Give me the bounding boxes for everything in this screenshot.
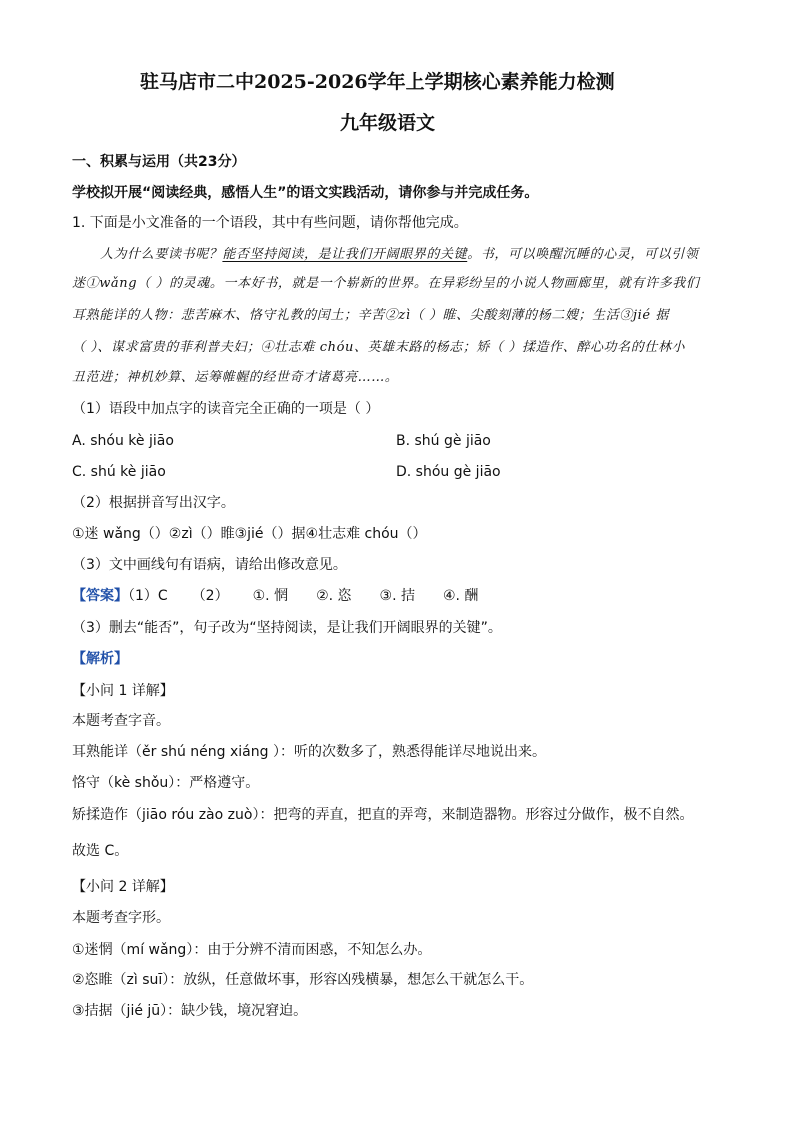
sub-question-3: （3）文中画线句有语病，请给出修改意见。 — [72, 557, 347, 573]
answer-2-label: （2） — [191, 588, 229, 604]
sub-question-1: （1）语段中加点字的读音完全正确的一项是（ ） — [72, 401, 380, 417]
passage-text: 。书，可以唤醒沉睡的心灵，可以引领 — [467, 247, 699, 262]
answer-2-item: ③. 拮 — [379, 588, 415, 604]
sub-question-2: （2）根据拼音写出汉字。 — [72, 495, 235, 511]
option-d: D. shóu gè jiāo — [396, 464, 501, 480]
answer-2-item: ①. 惘 — [252, 588, 289, 604]
task-instruction: 学校拟开展“阅读经典，感悟人生”的语文实践活动，请你参与并完成任务。 — [72, 185, 539, 201]
answer-3: （3）删去“能否”，句子改为“坚持阅读，是让我们开阔眼界的关键”。 — [72, 620, 502, 636]
question-1-intro: 1. 下面是小文准备的一个语段，其中有些问题，请你帮他完成。 — [72, 215, 468, 231]
detail-2-line: ③拮据（jié jū）：缺少钱，境况窘迫。 — [72, 1003, 308, 1019]
detail-1-line: 恪守（kè shǒu）：严格遵守。 — [72, 775, 260, 791]
answer-1: （1）C — [128, 588, 168, 604]
passage-line-2: 迷①wǎng（ ）的灵魂。一本好书，就是一个崭新的世界。在异彩纷呈的小说人物画廊里，就有许多我们 — [72, 276, 700, 291]
underlined-sentence: 能否坚持阅读，是让我们开阔眼界的关键 — [222, 247, 468, 262]
detail-1-line: 本题考查字音。 — [72, 713, 170, 729]
section-heading: 一、积累与运用（共23分） — [72, 154, 246, 170]
detail-1-line: 耳熟能详（ěr shú néng xiáng ）：听的次数多了，熟悉得能详尽地说出来。 — [72, 744, 546, 760]
analysis-tag: 【解析】 — [72, 651, 128, 667]
passage-text: 人为什么要读书呢？ — [100, 247, 223, 262]
answer-tag: 【答案】 — [72, 588, 128, 604]
page-subtitle: 九年级语文 — [340, 112, 436, 134]
detail-2-heading: 【小问 2 详解】 — [72, 879, 174, 895]
answer-line — [72, 586, 506, 606]
option-a: A. shóu kè jiāo — [72, 433, 174, 449]
passage-line-4: （ ）、谋求富贵的菲利普夫妇；④壮志难 chóu、英雄末路的杨志；矫（ ）揉造作、醉心功名的仕林小 — [72, 340, 686, 355]
sub-question-2-items: ①迷 wǎng（）②zì（）睢③jié（）据④壮志难 chóu（） — [72, 526, 427, 542]
page-title: 驻马店市二中2025-2026学年上学期核心素养能力检测 — [140, 71, 615, 93]
detail-1-line: 故选 C。 — [72, 843, 129, 859]
answer-2-item: ④. 酬 — [442, 588, 479, 604]
option-b: B. shú gè jiāo — [396, 433, 491, 449]
detail-2-line: ②恣睢（zì suī）：放纵，任意做坏事，形容凶残横暴，想怎么干就怎么干。 — [72, 972, 534, 988]
passage-line-3: 耳熟能详的人物：悲苦麻木、恪守礼教的闰土；辛苦②zì（ ）睢、尖酸刻薄的杨二嫂；生活③jié 据 — [72, 308, 669, 323]
option-c: C. shú kè jiāo — [72, 464, 166, 480]
detail-1-line: 矫揉造作（jiāo róu zào zuò）：把弯的弄直，把直的弄弯，来制造器物。形容过分做作，极不自然。 — [72, 807, 694, 823]
passage-line-5: 丑范进；神机妙算、运筹帷幄的经世奇才诸葛亮……。 — [72, 370, 399, 385]
detail-2-line: ①迷惘（mí wǎng）：由于分辨不清而困惑，不知怎么办。 — [72, 942, 432, 958]
detail-1-heading: 【小问 1 详解】 — [72, 683, 174, 699]
detail-2-line: 本题考查字形。 — [72, 910, 170, 926]
answer-2-item: ②. 恣 — [316, 588, 352, 604]
passage-line-1 — [100, 245, 698, 265]
